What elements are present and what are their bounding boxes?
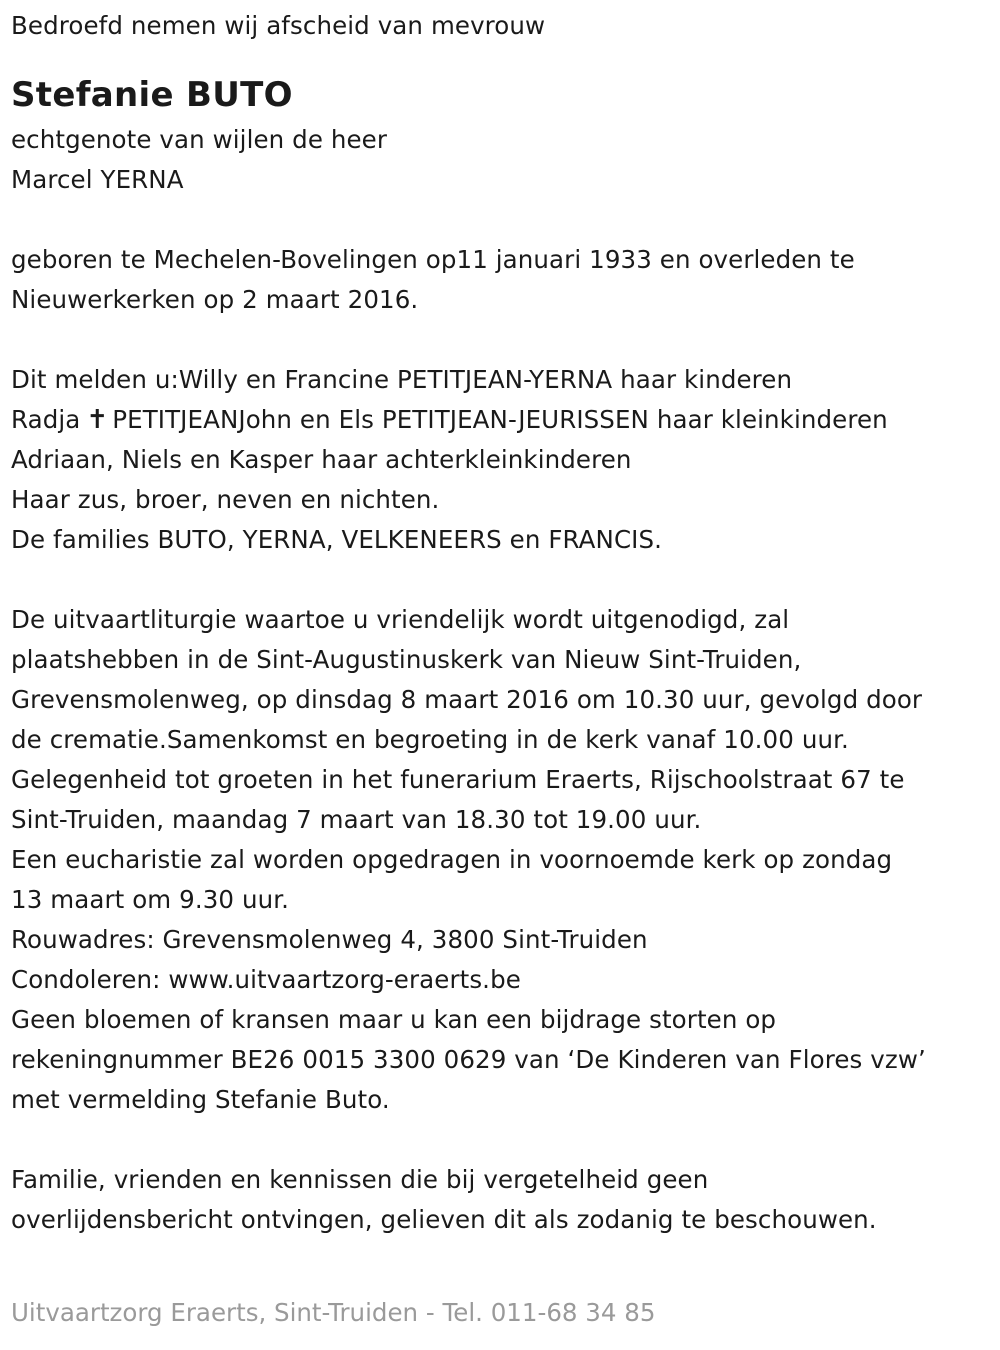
spacer bbox=[11, 320, 1000, 360]
closing-line-2: overlijdensbericht ontvingen, gelieven dit als zodanig te beschouwen. bbox=[11, 1205, 877, 1234]
details-line: Een eucharistie zal worden opgedragen in voornoemde kerk op zondag bbox=[11, 845, 893, 874]
spacer bbox=[11, 1120, 1000, 1160]
spouse-line-1: echtgenote van wijlen de heer bbox=[11, 125, 388, 154]
birth-death-line-1: geboren te Mechelen-Bovelingen op11 januari 1933 en overleden te bbox=[11, 245, 855, 274]
details-line: Geen bloemen of kransen maar u kan een bijdrage storten op bbox=[11, 1005, 777, 1034]
mourning-address: Rouwadres: Grevensmolenweg 4, 3800 Sint-Truiden bbox=[11, 925, 648, 954]
details-line: De uitvaartliturgie waartoe u vriendelijk wordt uitgenodigd, zal bbox=[11, 605, 790, 634]
details-line: Sint-Truiden, maandag 7 maart van 18.30 tot 19.00 uur. bbox=[11, 805, 702, 834]
birth-death-line-2: Nieuwerkerken op 2 maart 2016. bbox=[11, 285, 419, 314]
details-line: 13 maart om 9.30 uur. bbox=[11, 885, 290, 914]
family-line-4: Haar zus, broer, neven en nichten. bbox=[11, 485, 440, 514]
condolence-website: Condoleren: www.uitvaartzorg-eraerts.be bbox=[11, 965, 521, 994]
spacer bbox=[11, 560, 1000, 600]
details-line: met vermelding Stefanie Buto. bbox=[11, 1085, 390, 1114]
family-line-2-post: PETITJEANJohn en Els PETITJEAN-JEURISSEN haar kleinkinderen bbox=[112, 405, 888, 434]
bank-account-line: rekeningnummer BE26 0015 3300 0629 van ‘De Kinderen van Flores vzw’ bbox=[11, 1045, 926, 1074]
intro-text: Bedroefd nemen wij afscheid van mevrouw bbox=[11, 11, 546, 40]
cross-icon: ✝ bbox=[86, 405, 109, 435]
family-line-2 bbox=[11, 400, 1000, 440]
spouse-line-2: Marcel YERNA bbox=[11, 165, 184, 194]
details-line: de crematie.Samenkomst en begroeting in de kerk vanaf 10.00 uur. bbox=[11, 725, 849, 754]
spacer bbox=[11, 200, 1000, 240]
funeral-details bbox=[11, 600, 1000, 1120]
details-line: Grevensmolenweg, op dinsdag 8 maart 2016 om 10.30 uur, gevolgd door bbox=[11, 685, 923, 714]
closing-line-1: Familie, vrienden en kennissen die bij vergetelheid geen bbox=[11, 1165, 709, 1194]
deceased-name: Stefanie BUTO bbox=[11, 75, 293, 115]
details-line: plaatshebben in de Sint-Augustinuskerk van Nieuw Sint-Truiden, bbox=[11, 645, 802, 674]
details-line: Gelegenheid tot groeten in het funerarium Eraerts, Rijschoolstraat 67 te bbox=[11, 765, 905, 794]
family-line-5: De families BUTO, YERNA, VELKENEERS en FRANCIS. bbox=[11, 525, 663, 554]
family-line-3: Adriaan, Niels en Kasper haar achterkleinkinderen bbox=[11, 445, 632, 474]
family-line-2-pre: Radja bbox=[11, 405, 81, 434]
funeral-home-footer: Uitvaartzorg Eraerts, Sint-Truiden - Tel. 011-68 34 85 bbox=[11, 1298, 656, 1327]
family-line-1: Dit melden u:Willy en Francine PETITJEAN-YERNA haar kinderen bbox=[11, 365, 793, 394]
